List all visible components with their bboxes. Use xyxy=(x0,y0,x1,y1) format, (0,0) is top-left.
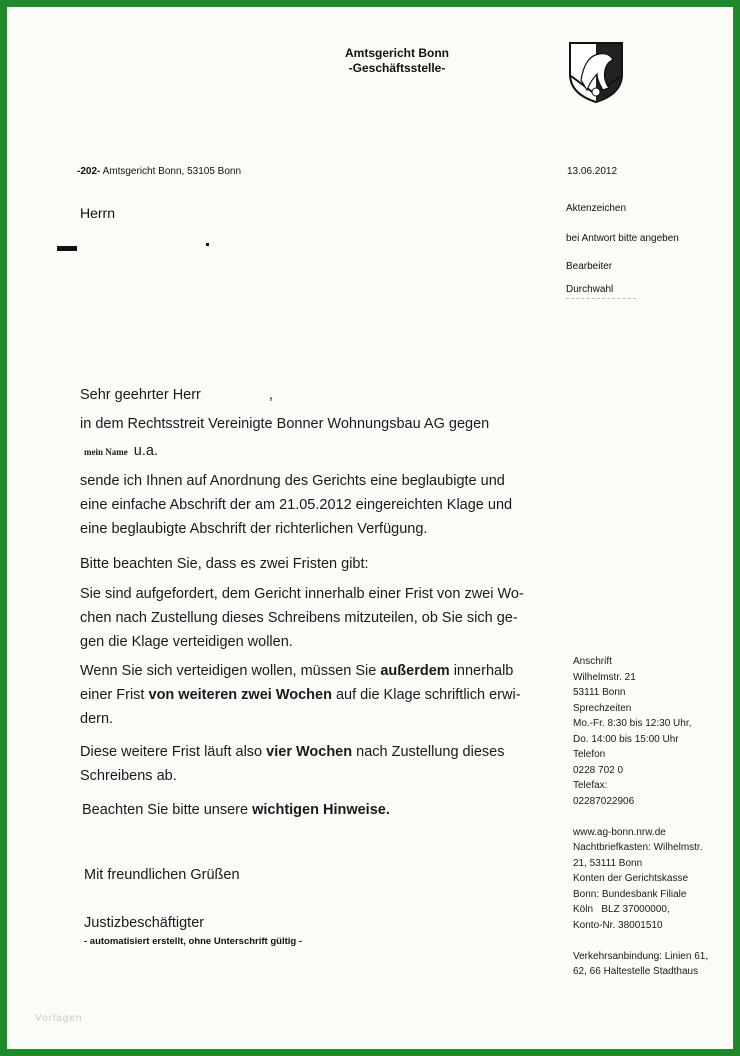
durchwahl-redacted xyxy=(566,298,636,299)
case-line: in dem Rechtsstreit Vereinigte Bonner Wohnungsbau AG gegen xyxy=(80,416,490,432)
sidebar-line: Anschrift xyxy=(573,656,612,667)
paragraph-deadlines: Bitte beachten Sie, dass es zwei Fristen gibt: xyxy=(80,556,369,572)
paragraph-line xyxy=(80,659,521,683)
sidebar-line: Köln BLZ 37000000, xyxy=(573,904,670,915)
sidebar-line: Verkehrsanbindung: Linien 61, xyxy=(573,950,709,962)
text-run: Wenn Sie sich verteidigen wollen, müssen Sie xyxy=(80,663,381,679)
text-run: nach Zustellung dieses xyxy=(352,744,505,760)
aktenzeichen-label: Aktenzeichen xyxy=(566,203,627,214)
signer-title: Justizbeschäftigter xyxy=(84,915,205,931)
paragraph-line: sende ich Ihnen auf Anordnung des Gerichts eine beglaubigte und xyxy=(80,473,505,489)
court-name: Amtsgericht Bonn xyxy=(344,46,449,60)
redacted-recipient-name xyxy=(57,246,77,251)
sidebar-spacer xyxy=(573,933,708,949)
text-run: Diese weitere Frist läuft also xyxy=(80,744,267,760)
sidebar-line: Nachtbriefkasten: Wilhelmstr. xyxy=(573,842,703,853)
sidebar-line: Telefon xyxy=(573,749,606,760)
sender-code: -202- xyxy=(77,166,101,177)
paragraph-copies xyxy=(80,469,512,541)
closing: Mit freundlichen Grüßen xyxy=(84,867,240,883)
sidebar-website-link[interactable]: www.ag-bonn.nrw.de xyxy=(573,826,666,838)
sidebar-line: Sprechzeiten xyxy=(573,702,632,714)
scan-speck xyxy=(206,243,209,246)
paragraph-notes xyxy=(82,798,390,822)
paragraph-line xyxy=(80,683,521,707)
antwort-note: bei Antwort bitte angeben xyxy=(566,233,679,244)
sidebar-line: Do. 14:00 bis 15:00 Uhr xyxy=(573,733,679,745)
court-header xyxy=(337,46,457,76)
court-department: -Geschäftsstelle- xyxy=(348,61,446,75)
sidebar-line: 62, 66 Haltestelle Stadthaus xyxy=(573,966,699,977)
paragraph-line: Schreibens ab. xyxy=(80,768,177,784)
sidebar-line: 0228 702 0 xyxy=(573,764,624,776)
paragraph-total-deadline xyxy=(80,740,504,788)
text-run: auf die Klage schriftlich erwi- xyxy=(331,687,521,703)
party-suffix: u.a. xyxy=(133,443,158,459)
paragraph-line: gen die Klage verteidigen wollen. xyxy=(80,634,293,650)
text-run: innerhalb xyxy=(449,663,514,679)
sidebar-line: Konten der Gerichtskasse xyxy=(573,873,689,884)
greeting xyxy=(80,383,273,407)
sender-address: Amtsgericht Bonn, 53105 Bonn xyxy=(102,166,242,177)
paragraph-second-deadline xyxy=(80,659,521,731)
sidebar-line: 21, 53111 Bonn xyxy=(573,857,643,869)
sidebar-spacer xyxy=(573,809,708,825)
watermark: Vorlagen xyxy=(35,1013,83,1024)
court-info-sidebar xyxy=(573,654,708,980)
paragraph-first-deadline xyxy=(80,582,524,654)
emphasis-text: außerdem xyxy=(380,663,450,679)
paragraph-line: chen nach Zustellung dieses Schreibens mitzuteilen, ob Sie sich ge- xyxy=(80,610,518,626)
paragraph-line xyxy=(80,740,504,764)
sidebar-line: 02287022906 xyxy=(573,795,635,807)
sidebar-line: Wilhelmstr. 21 xyxy=(573,671,636,683)
greeting-text: Sehr geehrter Herr xyxy=(80,387,201,403)
letter-date: 13.06.2012 xyxy=(567,166,618,177)
sidebar-line: Konto-Nr. 38001510 xyxy=(573,919,663,931)
paragraph-line: eine einfache Abschrift der am 21.05.2012 eingereichten Klage und xyxy=(80,497,513,513)
sidebar-line: Mo.-Fr. 8:30 bis 12:30 Uhr, xyxy=(573,718,692,729)
party-line xyxy=(84,439,158,464)
paragraph-line: Sie sind aufgefordert, dem Gericht innerhalb einer Frist von zwei Wo- xyxy=(80,586,524,602)
sender-line xyxy=(77,166,241,178)
sidebar-line: Bonn: Bundesbank Filiale xyxy=(573,888,687,900)
paragraph-line: dern. xyxy=(80,711,114,727)
greeting-comma: , xyxy=(268,387,273,403)
text-run: Beachten Sie bitte unsere xyxy=(82,802,253,818)
letter-page xyxy=(7,7,733,1049)
coat-of-arms-icon xyxy=(567,40,625,104)
emphasis-text: wichtigen Hinweise. xyxy=(252,802,390,818)
party-name: mein Name xyxy=(84,447,128,457)
paragraph-line: eine beglaubigte Abschrift der richterlichen Verfügung. xyxy=(80,521,428,537)
auto-signature-note: - automatisiert erstellt, ohne Unterschrift gültig - xyxy=(84,936,302,947)
emphasis-text: von weiteren zwei Wochen xyxy=(148,687,332,703)
sidebar-line: 53111 Bonn xyxy=(573,687,626,698)
emphasis-text: vier Wochen xyxy=(266,744,353,760)
text-run: einer Frist xyxy=(80,687,149,703)
bearbeiter-label: Bearbeiter xyxy=(566,261,613,272)
recipient-salutation: Herrn xyxy=(80,205,116,221)
sidebar-line: Telefax: xyxy=(573,780,608,791)
durchwahl-label: Durchwahl xyxy=(566,284,614,295)
